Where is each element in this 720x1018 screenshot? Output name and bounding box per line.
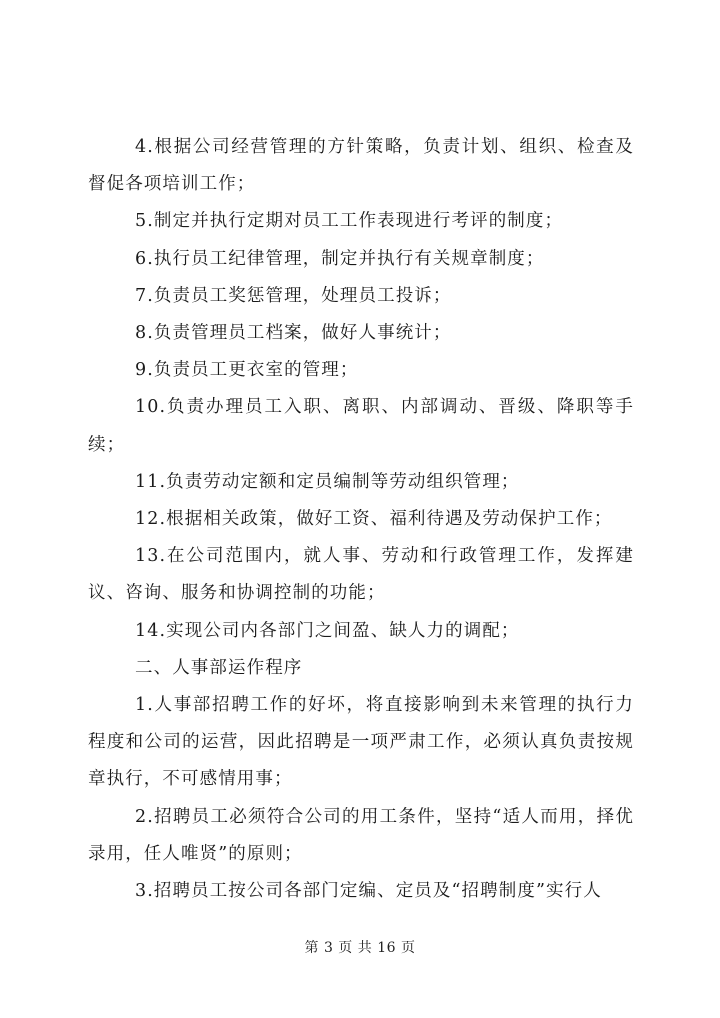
paragraph-duty-12: 12.根据相关政策，做好工资、福利待遇及劳动保护工作； — [135, 509, 613, 530]
paragraph-duty-7: 7.负责员工奖惩管理，处理员工投诉； — [135, 285, 452, 306]
body-text — [88, 129, 634, 910]
page-footer — [0, 937, 720, 957]
paragraph-procedure-3: 3.招聘员工按公司各部门定编、定员及“招聘制度”实行人 — [135, 881, 602, 902]
paragraph-duty-14: 14.实现公司内各部门之间盈、缺人力的调配； — [135, 620, 520, 641]
paragraph-duty-5: 5.制定并执行定期对员工工作表现进行考评的制度； — [135, 211, 564, 232]
paragraph-duty-10: 10.负责办理员工入职、离职、内部调动、晋级、降职等手续； — [88, 397, 634, 455]
section-heading: 二、人事部运作程序 — [135, 657, 303, 678]
page-number-label: 第 3 页 共 16 页 — [304, 940, 416, 956]
paragraph-duty-11: 11.负责劳动定额和定员编制等劳动组织管理； — [135, 471, 520, 492]
paragraph-duty-9: 9.负责员工更衣室的管理； — [135, 360, 359, 381]
paragraph-procedure-1: 1.人事部招聘工作的好坏，将直接影响到未来管理的执行力程度和公司的运营，因此招聘是一项严肃工作，必须认真负责按规章执行，不可感情用事； — [88, 695, 634, 790]
paragraph-duty-8: 8.负责管理员工档案，做好人事统计； — [135, 323, 452, 344]
paragraph-duty-6: 6.执行员工纪律管理，制定并执行有关规章制度； — [135, 248, 545, 269]
paragraph-duty-4: 4.根据公司经营管理的方针策略，负责计划、组织、检查及督促各项培训工作； — [88, 137, 634, 195]
paragraph-duty-13: 13.在公司范围内，就人事、劳动和行政管理工作，发挥建议、咨询、服务和协调控制的功能； — [88, 546, 634, 604]
paragraph-procedure-2: 2.招聘员工必须符合公司的用工条件，坚持“适人而用，择优录用，任人唯贤”的原则； — [88, 806, 634, 864]
